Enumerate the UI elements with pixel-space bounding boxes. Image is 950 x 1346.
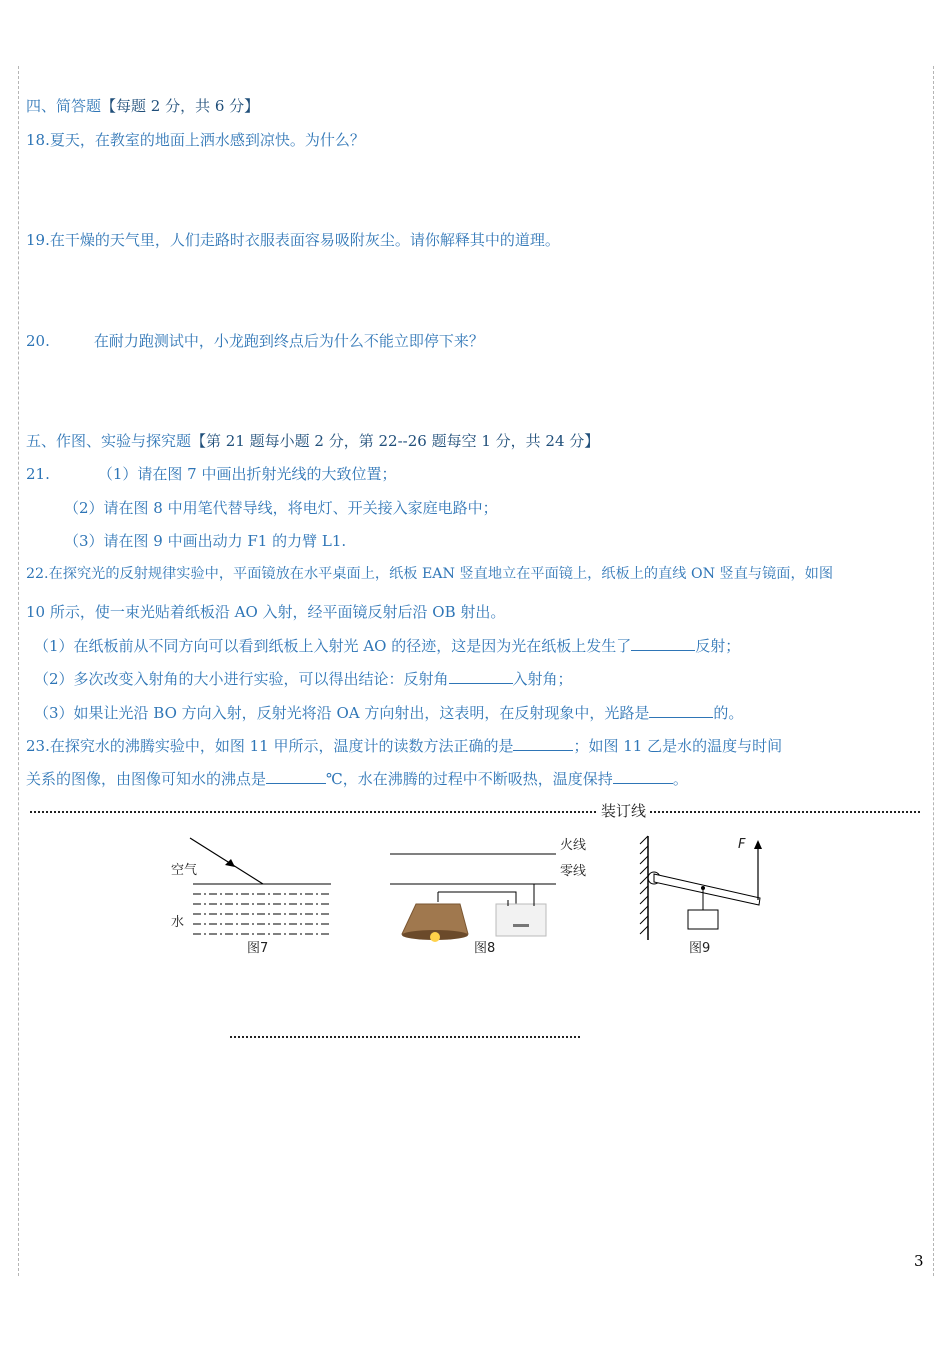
question-18: 18.夏天，在教室的地面上洒水感到凉快。为什么？ — [26, 131, 365, 149]
question-23-text2: ；如图 11 乙是水的温度与时间 — [573, 737, 783, 755]
answer-blank[interactable] — [649, 703, 713, 718]
answer-blank[interactable] — [266, 769, 326, 784]
water-label: 水 — [171, 915, 185, 930]
arrow-up-icon — [754, 840, 762, 849]
arrow-icon — [225, 859, 235, 867]
section4-title: 四、简答题 — [26, 97, 102, 115]
question-21-number: 21. — [26, 465, 50, 483]
question-22-part2 — [34, 669, 573, 689]
figure-8-caption: 图8 — [474, 941, 496, 956]
question-20 — [26, 331, 484, 351]
figure-9 — [628, 834, 778, 958]
question-23-text4: ℃，水在沸腾的过程中不断吸热，温度保持 — [326, 770, 613, 788]
answer-blank[interactable] — [513, 736, 573, 751]
right-border — [933, 66, 934, 1276]
figure-7 — [165, 834, 335, 958]
figure-9-caption: 图9 — [689, 941, 711, 956]
wall-hatching — [640, 836, 648, 934]
question-22-part1 — [34, 636, 740, 656]
question-23-text5: 。 — [672, 770, 688, 788]
question-23-text1: 23.在探究水的沸腾实验中，如图 11 甲所示，温度计的读数方法正确的是 — [26, 737, 514, 755]
force-label: F — [738, 837, 746, 852]
neutral-wire-label: 零线 — [560, 864, 587, 879]
answer-blank[interactable] — [631, 636, 695, 651]
question-21-part2: （2）请在图 8 中用笔代替导线，将电灯、开关接入家庭电路中； — [64, 499, 498, 517]
question-20-text: 在耐力跑测试中，小龙跑到终点后为什么不能立即停下来？ — [93, 332, 484, 350]
binding-line — [30, 811, 920, 813]
figure-8 — [388, 834, 598, 958]
question-22-line2: 10 所示，使一束光贴着纸板沿 AO 入射，经平面镜反射后沿 OB 射出。 — [26, 603, 506, 621]
question-22-part2-text: （2）多次改变入射角的大小进行实验，可以得出结论：反射角 — [34, 670, 449, 688]
weight-block — [688, 910, 718, 929]
section5-heading — [26, 431, 599, 451]
question-22-part3-text: （3）如果让光沿 BO 方向入射，反射光将沿 OA 方向射出，这表明，在反射现象中，光路是 — [34, 704, 650, 722]
question-23-line1 — [26, 736, 782, 756]
question-22-part1-text: （1）在纸板前从不同方向可以看到纸板上入射光 AO 的径迹，这是因为光在纸板上发生了 — [34, 637, 632, 655]
section4-heading — [26, 96, 259, 116]
answer-blank[interactable] — [613, 769, 673, 784]
answer-blank[interactable] — [449, 669, 513, 684]
question-22-part3-end: 的。 — [713, 704, 744, 722]
page-number: 3 — [914, 1252, 924, 1270]
live-wire-label: 火线 — [560, 838, 587, 853]
section5-note: 【第 21 题每小题 2 分，第 22--26 题每空 1 分，共 24 分】 — [191, 432, 600, 450]
question-21-part1: （1）请在图 7 中画出折射光线的大致位置； — [97, 465, 397, 483]
question-23-text3: 关系的图像，由图像可知水的沸点是 — [26, 770, 267, 788]
dotted-line — [230, 1036, 580, 1038]
air-label: 空气 — [171, 863, 198, 878]
question-19: 19.在干燥的天气里，人们走路时衣服表面容易吸附灰尘。请你解释其中的道理。 — [26, 231, 560, 249]
question-22-part3 — [34, 703, 743, 723]
question-21-part3: （3）请在图 9 中画出动力 F1 的力臂 L1. — [64, 532, 347, 550]
incident-ray — [190, 838, 263, 884]
question-22-part2-end: 入射角； — [512, 670, 573, 688]
question-23-line2 — [26, 769, 688, 789]
binding-label: 装订线 — [598, 800, 649, 821]
question-21 — [26, 464, 396, 484]
question-20-number: 20. — [26, 332, 50, 350]
lever — [654, 874, 760, 905]
left-border — [18, 66, 19, 1276]
section5-title: 五、作图、实验与探究题 — [26, 432, 192, 450]
question-22-part1-end: 反射； — [695, 637, 741, 655]
figure-7-caption: 图7 — [247, 941, 269, 956]
question-22-line1: 22.在探究光的反射规律实验中，平面镜放在水平桌面上，纸板 EAN 竖直地立在平面镜上，纸板上的直线 ON 竖直与镜面，如图 — [26, 566, 834, 582]
section4-note: 【每题 2 分，共 6 分】 — [101, 97, 260, 115]
